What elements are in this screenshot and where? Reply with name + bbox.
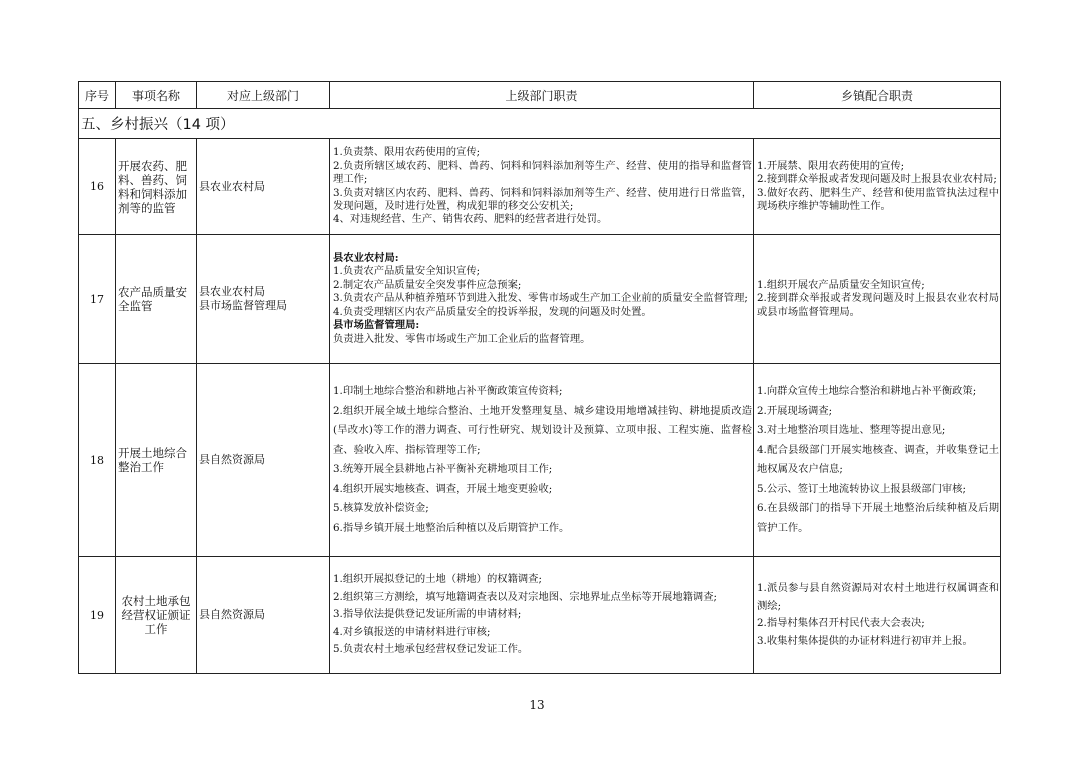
duty-line: 负责进入批发、零售市场或生产加工企业后的监督管理。 bbox=[333, 332, 591, 345]
row-number: 16 bbox=[79, 139, 116, 235]
duty-line: 2.负责所辖区域农药、肥料、兽药、饲料和饲料添加剂等生产、经营、使用的指导和监督管理工作; bbox=[333, 159, 752, 186]
table-row bbox=[79, 235, 1001, 364]
table-header-row bbox=[79, 82, 1001, 109]
duty-line: 1.派员参与县自然资源局对农村土地进行权属调查和测绘; bbox=[757, 582, 999, 612]
upper-dept bbox=[197, 235, 330, 364]
header-no: 序号 bbox=[79, 82, 116, 109]
duty-line: 3.指导依法提供登记发证所需的申请材料; bbox=[333, 608, 522, 621]
duty-line: 4.组织开展实地核查、调查，开展土地变更验收; bbox=[333, 482, 553, 495]
town-duties bbox=[754, 235, 1001, 364]
duty-line: 1.开展禁、限用农药使用的宣传; bbox=[757, 159, 905, 172]
dept-line: 县市场监督管理局 bbox=[199, 299, 287, 312]
duty-subheading: 县市场监督管理局: bbox=[333, 319, 420, 332]
item-name: 农村土地承包经营权证颁证工作 bbox=[116, 557, 197, 674]
header-item-name: 事项名称 bbox=[116, 82, 197, 109]
duty-line: 6.指导乡镇开展土地整治后种植以及后期管护工作。 bbox=[333, 521, 570, 534]
duty-line: 1.组织开展拟登记的土地（耕地）的权籍调查; bbox=[333, 573, 542, 586]
row-number: 18 bbox=[79, 364, 116, 557]
table-row bbox=[79, 364, 1001, 557]
page-number: 13 bbox=[529, 698, 545, 712]
duty-line: 3.负责农产品从种植养殖环节到进入批发、零售市场或生产加工企业前的质量安全监督管理; bbox=[333, 292, 748, 305]
item-name: 开展农药、肥料、兽药、饲料和饲料添加剂等的监管 bbox=[116, 139, 197, 235]
duty-line: 3.统筹开展全县耕地占补平衡补充耕地项目工作; bbox=[333, 463, 553, 475]
duty-line: 6.在县级部门的指导下开展土地整治后续种植及后期管护工作。 bbox=[757, 502, 999, 534]
duty-line: 3.负责对辖区内农药、肥料、兽药、饲料和饲料添加剂等生产、经营、使用进行日常监管，发现问题，及时进行处置，构成犯罪的移交公安机关; bbox=[333, 186, 752, 212]
duty-line: 1.负责禁、限用农药使用的宣传; bbox=[333, 146, 481, 159]
duty-line: 3.对土地整治项目选址、整理等提出意见; bbox=[757, 424, 946, 436]
duty-line: 2.开展现场调查; bbox=[757, 404, 833, 417]
town-duties bbox=[754, 139, 1001, 235]
duty-line: 5.公示、签订土地流转协议上报县级部门审核; bbox=[757, 482, 966, 495]
dept-line: 县自然资源局 bbox=[199, 608, 265, 621]
town-duties bbox=[754, 364, 1001, 557]
duties-table bbox=[78, 81, 1001, 674]
duty-line: 2.组织第三方测绘，填写地籍调查表以及对宗地图、宗地界址点坐标等开展地籍调查; bbox=[333, 590, 717, 603]
section-title: 五、乡村振兴（14 项） bbox=[79, 109, 1001, 139]
duty-line: 2.指导村集体召开村民代表大会表决; bbox=[757, 617, 925, 629]
duty-line: 2.接到群众举报或者发现问题及时上报县农业农村局; bbox=[757, 173, 997, 186]
duty-line: 4、对违规经营、生产、销售农药、肥料的经营者进行处罚。 bbox=[333, 213, 608, 226]
duty-line: 1.负责农产品质量安全知识宣传; bbox=[333, 265, 481, 278]
duty-line: 3.做好农药、肥料生产、经营和使用监管执法过程中现场秩序维护等辅助性工作。 bbox=[757, 186, 999, 212]
header-town-duties: 乡镇配合职责 bbox=[754, 82, 1001, 109]
item-name: 开展土地综合整治工作 bbox=[116, 364, 197, 557]
upper-dept bbox=[197, 139, 330, 235]
duty-line: 1.印制土地综合整治和耕地占补平衡政策宣传资料; bbox=[333, 385, 563, 397]
duty-line: 2.组织开展全域土地综合整治、土地开发整理复垦、城乡建设用地增减挂钩、耕地提质改造(旱改水)等工作的潜力调查、可行性研究、规划设计及预算、立项申报、工程实施、监督检查、验收入库、指标管理等工作; bbox=[333, 404, 752, 456]
upper-duties bbox=[330, 235, 754, 364]
upper-dept bbox=[197, 557, 330, 674]
duty-line: 4.对乡镇报送的申请材料进行审核; bbox=[333, 625, 491, 638]
row-number: 19 bbox=[79, 557, 116, 674]
duty-line: 4.负责受理辖区内农产品质量安全的投诉举报，发现的问题及时处置。 bbox=[333, 305, 652, 318]
duty-line: 1.组织开展农产品质量安全知识宣传; bbox=[757, 278, 925, 291]
header-upper-duties: 上级部门职责 bbox=[330, 82, 754, 109]
dept-line: 县农业农村局 bbox=[199, 285, 265, 298]
duty-line: 2.接到群众举报或者发现问题及时上报县农业农村局或县市场监督管理局。 bbox=[757, 292, 999, 318]
dept-line: 县自然资源局 bbox=[199, 453, 265, 466]
section-row bbox=[79, 109, 1001, 139]
duty-line: 2.制定农产品质量安全突发事件应急预案; bbox=[333, 278, 522, 291]
row-number: 17 bbox=[79, 235, 116, 364]
duty-line: 4.配合县级部门开展实地核查、调查，并收集登记土地权属及农户信息; bbox=[757, 443, 999, 475]
upper-duties bbox=[330, 557, 754, 674]
header-upper-dept: 对应上级部门 bbox=[197, 82, 330, 109]
upper-dept bbox=[197, 364, 330, 557]
duty-line: 1.向群众宣传土地综合整治和耕地占补平衡政策; bbox=[757, 385, 977, 397]
item-name: 农产品质量安全监管 bbox=[116, 235, 197, 364]
duty-line: 5.核算发放补偿资金; bbox=[333, 502, 429, 514]
duty-line: 5.负责农村土地承包经营权登记发证工作。 bbox=[333, 643, 529, 656]
dept-line: 县农业农村局 bbox=[199, 179, 265, 193]
table-row bbox=[79, 557, 1001, 674]
upper-duties bbox=[330, 139, 754, 235]
duty-line: 3.收集村集体提供的办证材料进行初审并上报。 bbox=[757, 634, 973, 647]
duty-subheading: 县农业农村局: bbox=[333, 252, 399, 265]
upper-duties bbox=[330, 364, 754, 557]
town-duties bbox=[754, 557, 1001, 674]
table-row bbox=[79, 139, 1001, 235]
